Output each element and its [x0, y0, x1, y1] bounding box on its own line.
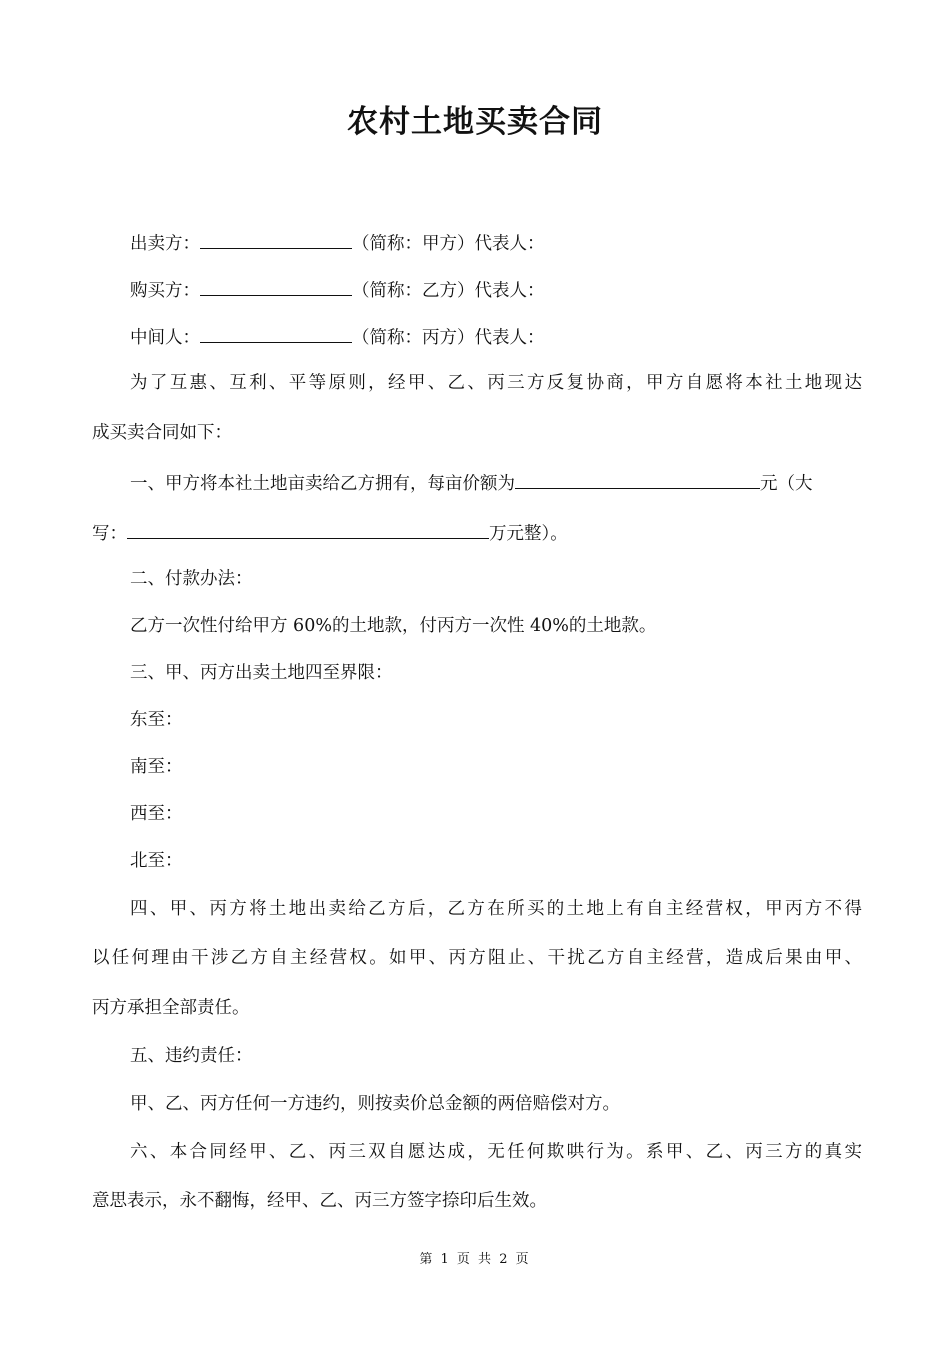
clause2-body: 乙方一次性付给甲方 60%的土地款，付丙方一次性 40%的土地款。	[130, 616, 657, 636]
page-number-footer: 第 1 页 共 2 页	[419, 1252, 531, 1267]
buyer-name-blank[interactable]	[200, 276, 352, 296]
clause1-line2-suffix: 万元整）。	[489, 524, 568, 544]
middleman-suffix: （简称：丙方）代表人：	[352, 328, 545, 348]
intro-line-2: 成买卖合同如下：	[92, 423, 232, 443]
seller-name-blank[interactable]	[200, 229, 352, 249]
middleman-label: 中间人：	[130, 328, 200, 348]
boundary-north: 北至：	[130, 851, 183, 871]
boundary-west: 西至：	[130, 804, 183, 824]
clause1-line-2	[92, 519, 862, 546]
buyer-line	[130, 276, 862, 303]
clause5-heading: 五、违约责任：	[130, 1046, 253, 1066]
clause6-line-1: 六、本合同经甲、乙、丙三双自愿达成，无任何欺哄行为。系甲、乙、丙三方的真实	[130, 1142, 862, 1162]
clause1-line-1	[130, 469, 862, 496]
buyer-label: 购买方：	[130, 281, 200, 301]
intro-line-1: 为了互惠、互利、平等原则，经甲、乙、丙三方反复协商，甲方自愿将本社土地现达	[130, 373, 862, 393]
clause5-body: 甲、乙、丙方任何一方违约，则按卖价总金额的两倍赔偿对方。	[130, 1094, 620, 1114]
buyer-suffix: （简称：乙方）代表人：	[352, 281, 545, 301]
seller-suffix: （简称：甲方）代表人：	[352, 234, 545, 254]
price-per-mu-blank[interactable]	[515, 469, 760, 489]
clause1-prefix: 一、甲方将本社土地亩卖给乙方拥有，每亩价额为	[130, 474, 515, 494]
seller-label: 出卖方：	[130, 234, 200, 254]
middleman-name-blank[interactable]	[200, 323, 352, 343]
clause4-line-3: 丙方承担全部责任。	[92, 998, 250, 1018]
seller-line	[130, 229, 862, 256]
document-title: 农村土地买卖合同	[347, 104, 603, 140]
clause2-heading: 二、付款办法：	[130, 569, 253, 589]
clause3-heading: 三、甲、丙方出卖土地四至界限：	[130, 663, 393, 683]
clause4-line-2: 以任何理由干涉乙方自主经营权。如甲、丙方阻止、干扰乙方自主经营，造成后果由甲、	[92, 948, 862, 968]
boundary-south: 南至：	[130, 757, 183, 777]
clause4-line-1: 四、甲、丙方将土地出卖给乙方后，乙方在所买的土地上有自主经营权，甲丙方不得	[130, 899, 862, 919]
clause6-line-2: 意思表示，永不翻悔，经甲、乙、丙三方签字捺印后生效。	[92, 1191, 547, 1211]
boundary-east: 东至：	[130, 710, 183, 730]
middleman-line	[130, 323, 862, 350]
clause1-suffix: 元（大	[760, 474, 813, 494]
price-uppercase-blank[interactable]	[127, 519, 489, 539]
clause1-line2-prefix: 写：	[92, 524, 127, 544]
